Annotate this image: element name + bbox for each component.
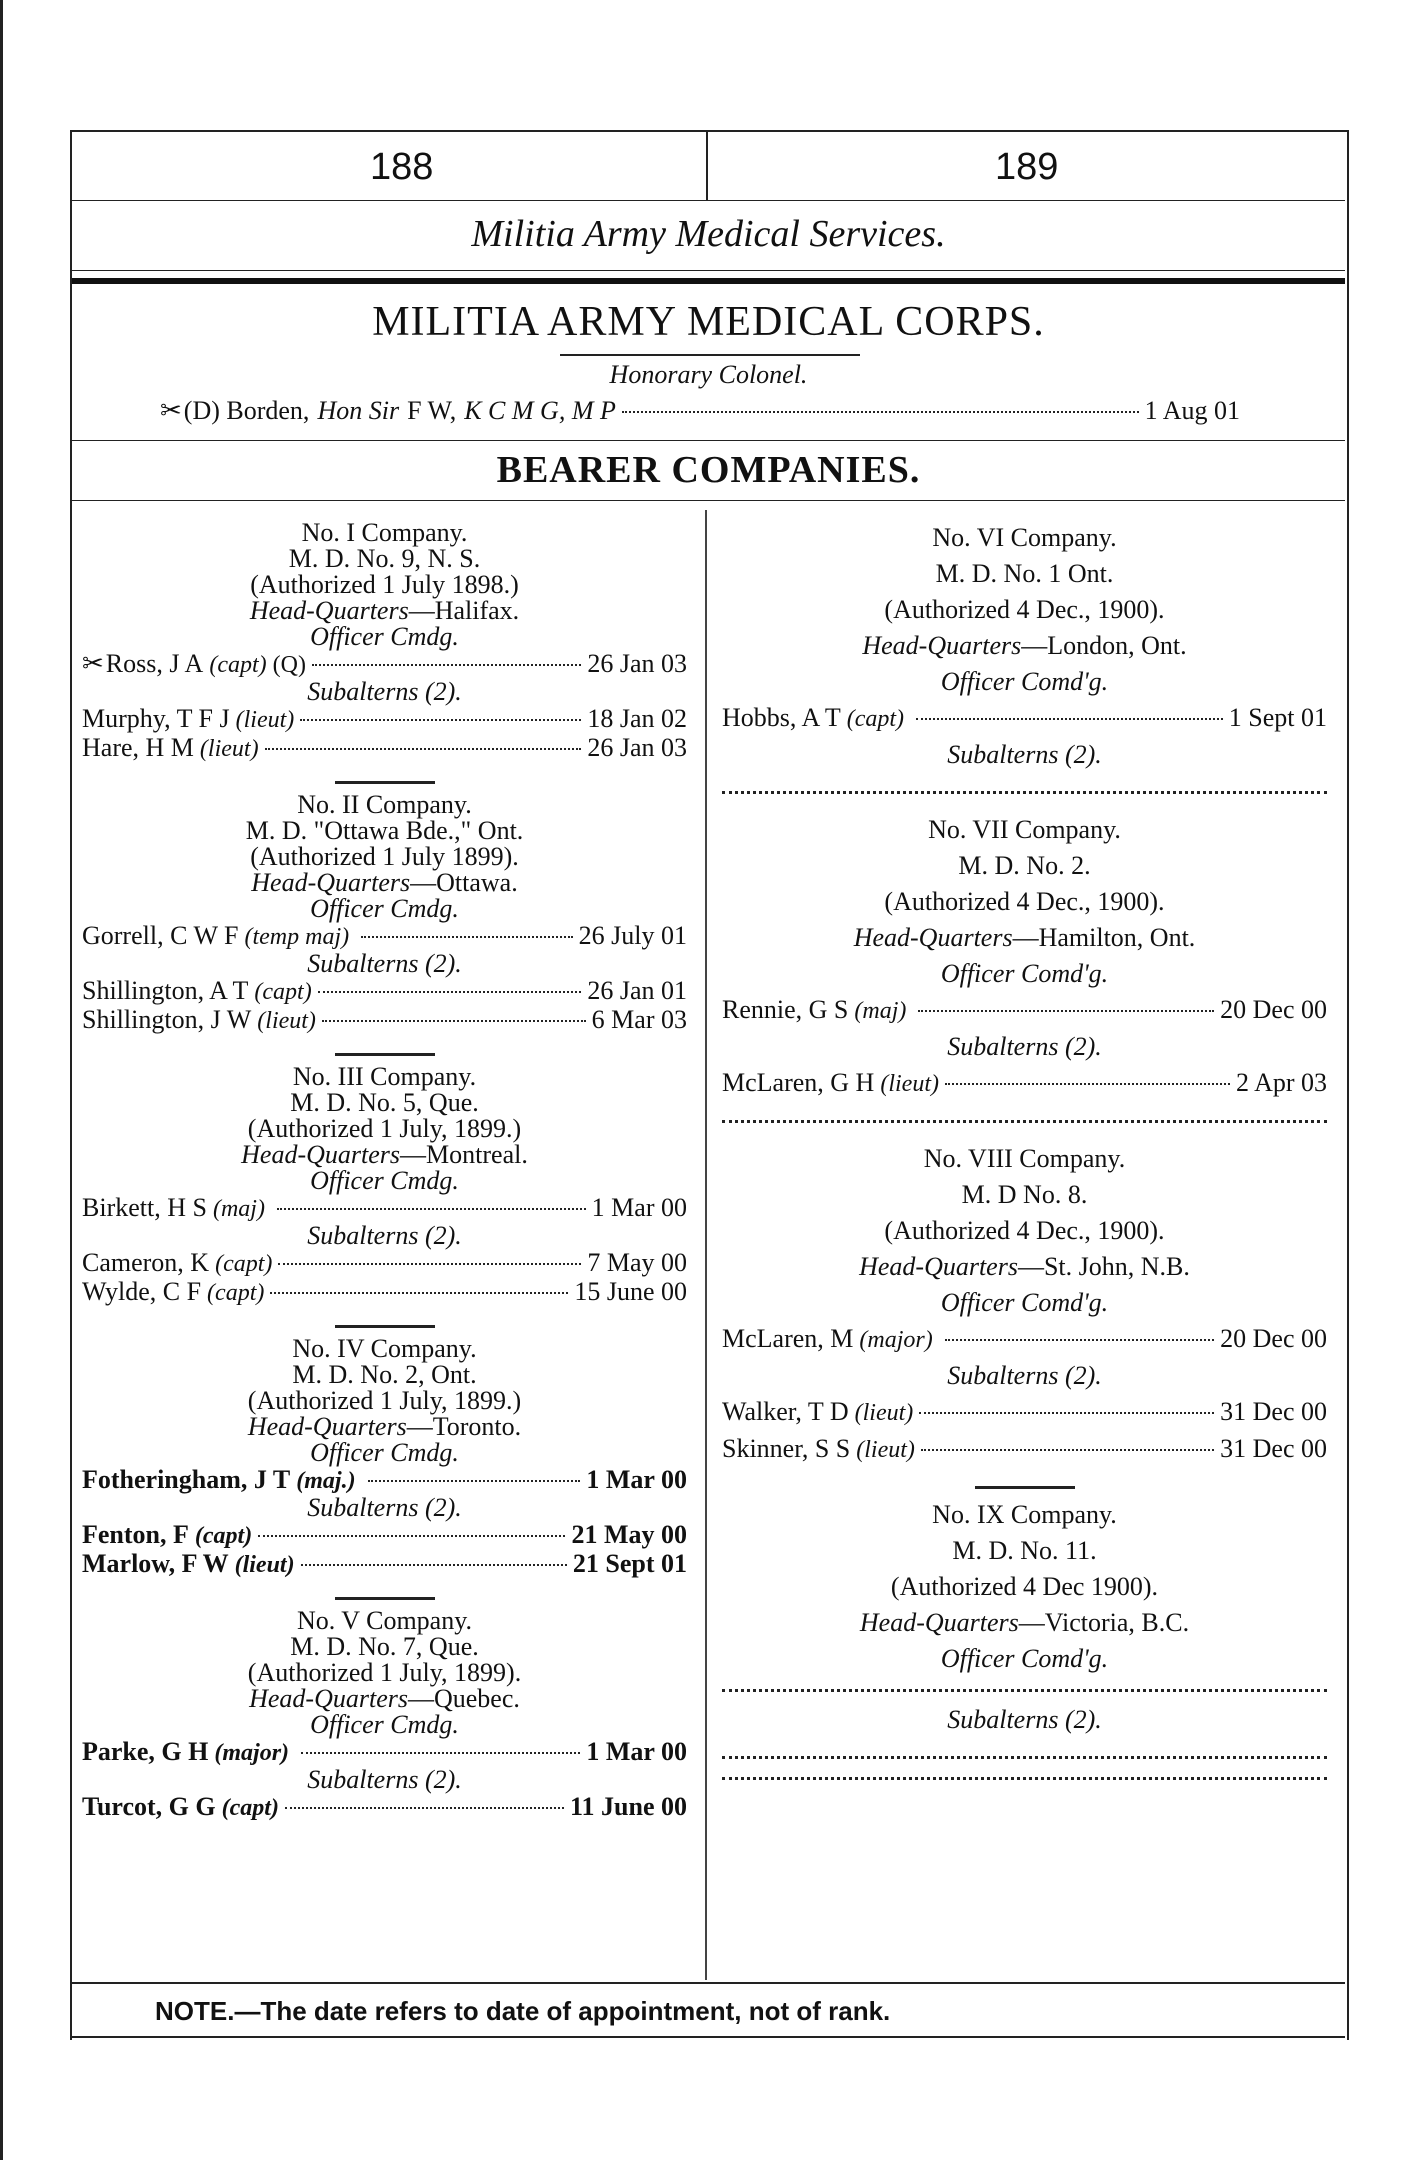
company-block — [82, 1336, 687, 1579]
subaltern-name: McLaren, G H — [722, 1068, 875, 1097]
title-rule — [72, 270, 1345, 271]
company-separator — [975, 1486, 1075, 1489]
company-line: No. V Company. — [296, 1606, 473, 1635]
company-line: M. D. No. 2. — [958, 851, 1091, 880]
company-line: M. D. No. 2, Ont. — [292, 1360, 477, 1389]
subaltern-date: 26 Jan 01 — [587, 976, 687, 1005]
scissors-icon: ✂ — [160, 396, 182, 425]
subaltern-entry — [722, 1431, 1327, 1468]
company-separator — [335, 1053, 435, 1056]
headquarters-place: —Halifax. — [408, 596, 520, 625]
company-line: M. D. No. 5, Que. — [290, 1088, 479, 1117]
headquarters-place: —Ottawa. — [410, 868, 518, 897]
scan-edge — [0, 0, 3, 2160]
company-separator — [335, 781, 435, 784]
company-line: No. II Company. — [297, 790, 472, 819]
company-line: (Authorized 1 July 1898.) — [250, 570, 519, 599]
leader-dots — [921, 1449, 1214, 1451]
headquarters-place: —Hamilton, Ont. — [1012, 923, 1196, 952]
subaltern-rank: (lieut) — [854, 1400, 914, 1426]
officer-rank: (temp maj) — [244, 924, 350, 950]
officer-name: Parke, G H — [82, 1737, 209, 1766]
subaltern-rank: (lieut) — [257, 1008, 316, 1034]
company-line: (Authorized 4 Dec., 1900). — [884, 887, 1165, 916]
header-divider — [706, 130, 708, 200]
company-block — [82, 1064, 687, 1307]
footer-rule — [72, 1982, 1345, 1984]
subaltern-name: Skinner, S S — [722, 1434, 851, 1463]
right-column — [722, 520, 1327, 1798]
subaltern-name: Shillington, A T — [82, 976, 249, 1005]
leader-dots — [361, 936, 573, 938]
officer-heading: Officer Cmdg. — [310, 1438, 459, 1467]
headquarters-line — [722, 920, 1327, 956]
subaltern-date: 7 May 00 — [587, 1248, 687, 1277]
headquarters-place: —London, Ont. — [1021, 631, 1187, 660]
honorary-rule — [72, 440, 1345, 441]
officer-heading: Officer Comd'g. — [940, 1288, 1109, 1317]
vacant-officer-line — [722, 1689, 1327, 1692]
officer-entry — [82, 650, 687, 679]
subaltern-entry — [82, 977, 687, 1006]
headquarters-line — [722, 1605, 1327, 1641]
officer-name: McLaren, M — [722, 1324, 854, 1353]
officer-name: Ross, J A — [105, 649, 204, 678]
page-number-left: 188 — [370, 146, 434, 188]
honorary-colonel-entry — [160, 396, 1240, 426]
honorary-name: F W, — [407, 396, 457, 425]
headquarters-place: —Victoria, B.C. — [1018, 1608, 1190, 1637]
footnote: NOTE.—The date refers to date of appointment, not of rank. — [155, 1996, 891, 2026]
headquarters-label: Head-Quarters — [251, 868, 411, 897]
company-block — [722, 1497, 1327, 1780]
company-line: (Authorized 1 July 1899). — [250, 842, 519, 871]
subalterns-heading: Subalterns (2). — [947, 1705, 1102, 1734]
company-line: (Authorized 1 July, 1899). — [247, 1658, 522, 1687]
headquarters-label: Head-Quarters — [247, 1412, 407, 1441]
officer-entry — [82, 1738, 687, 1767]
subaltern-name: Murphy, T F J — [82, 704, 230, 733]
company-line: M. D. No. 9, N. S. — [288, 544, 481, 573]
officer-date: 20 Dec 00 — [1220, 1324, 1327, 1353]
headquarters-line — [82, 1142, 687, 1168]
company-line: M. D. No. 11. — [952, 1536, 1097, 1565]
officer-heading: Officer Cmdg. — [310, 622, 459, 651]
honorary-colonel-heading: Honorary Colonel. — [609, 360, 808, 389]
leader-dots — [945, 1339, 1214, 1341]
leader-dots — [277, 1208, 586, 1210]
scissors-icon: ✂ — [82, 649, 104, 678]
company-block — [722, 520, 1327, 794]
honorary-prefix: (D) Borden, — [183, 396, 310, 425]
subaltern-name: Walker, T D — [722, 1397, 849, 1426]
company-line: (Authorized 4 Dec., 1900). — [884, 595, 1165, 624]
leader-dots — [312, 664, 581, 666]
headquarters-line — [82, 870, 687, 896]
headquarters-place: —Toronto. — [406, 1412, 522, 1441]
subalterns-heading: Subalterns (2). — [947, 1032, 1102, 1061]
company-line: No. VIII Company. — [923, 1144, 1126, 1173]
subaltern-date: 11 June 00 — [569, 1792, 687, 1821]
subaltern-entry — [82, 1249, 687, 1278]
corps-title: MILITIA ARMY MEDICAL CORPS. — [372, 299, 1045, 345]
company-separator — [335, 1597, 435, 1600]
leader-dots — [301, 1564, 567, 1566]
bearer-companies-title: BEARER COMPANIES. — [496, 449, 921, 491]
officer-heading: Officer Cmdg. — [310, 1710, 459, 1739]
leader-dots — [318, 991, 582, 993]
leader-dots — [270, 1292, 568, 1294]
officer-heading: Officer Comd'g. — [940, 959, 1109, 988]
header-rule — [72, 200, 1345, 201]
subaltern-rank: (lieut) — [856, 1437, 915, 1463]
honorary-date: 1 Aug 01 — [1144, 396, 1240, 425]
subaltern-date: 26 Jan 03 — [587, 733, 687, 762]
company-line: M. D No. 8. — [961, 1180, 1088, 1209]
officer-rank: (major) — [859, 1327, 933, 1353]
headquarters-line — [722, 628, 1327, 664]
leader-dots — [278, 1263, 581, 1265]
subaltern-rank: (lieut) — [880, 1071, 939, 1097]
officer-date: 26 July 01 — [578, 921, 687, 950]
leader-dots — [368, 1480, 581, 1482]
headquarters-line — [82, 1686, 687, 1712]
subalterns-heading: Subalterns (2). — [947, 1361, 1102, 1390]
company-line: No. IV Company. — [292, 1334, 477, 1363]
subalterns-heading: Subalterns (2). — [307, 1493, 462, 1522]
company-line: M. D. No. 1 Ont. — [935, 559, 1114, 588]
subaltern-name: Turcot, G G — [82, 1792, 216, 1821]
company-line: (Authorized 1 July, 1899.) — [247, 1386, 522, 1415]
subaltern-name: Wylde, C F — [82, 1277, 202, 1306]
page-header — [70, 130, 1347, 200]
leader-dots — [258, 1535, 565, 1537]
company-line: No. III Company. — [292, 1062, 477, 1091]
bottom-rule — [72, 2036, 1345, 2038]
subalterns-heading: Subalterns (2). — [307, 1765, 462, 1794]
subaltern-entry — [82, 734, 687, 763]
company-line: M. D. "Ottawa Bde.," Ont. — [245, 816, 524, 845]
officer-name: Rennie, G S — [722, 995, 849, 1024]
officer-name: Hobbs, A T — [722, 703, 841, 732]
page-number-right: 189 — [995, 146, 1059, 188]
subaltern-entry — [82, 1550, 687, 1579]
leader-dots — [300, 719, 581, 721]
leader-dots — [916, 718, 1223, 720]
subaltern-name: Marlow, F W — [82, 1549, 229, 1578]
vacant-subaltern-line — [722, 791, 1327, 794]
subalterns-heading: Subalterns (2). — [307, 1221, 462, 1250]
officer-rank: (maj) — [854, 998, 907, 1024]
column-divider — [705, 510, 707, 1980]
officer-entry — [722, 700, 1327, 737]
headquarters-label: Head-Quarters — [241, 1140, 401, 1169]
officer-date: 26 Jan 03 — [587, 649, 687, 678]
leader-dots — [265, 748, 582, 750]
vacant-subaltern-line — [722, 1120, 1327, 1123]
leader-dots — [301, 1752, 580, 1754]
company-line: No. VI Company. — [932, 523, 1117, 552]
corps-underline — [560, 354, 860, 356]
subaltern-name: Hare, H M — [82, 733, 194, 762]
officer-rank: (capt) — [209, 652, 267, 678]
company-line: (Authorized 4 Dec., 1900). — [884, 1216, 1165, 1245]
officer-rank: (maj) — [212, 1196, 265, 1222]
company-separator — [335, 1325, 435, 1328]
subaltern-rank: (lieut) — [234, 1552, 295, 1578]
subaltern-name: Fenton, F — [82, 1520, 189, 1549]
company-line: No. VII Company. — [928, 815, 1121, 844]
left-column — [82, 520, 687, 1840]
headquarters-label: Head-Quarters — [859, 1608, 1019, 1637]
leader-dots — [622, 411, 1139, 413]
subaltern-date: 15 June 00 — [574, 1277, 687, 1306]
headquarters-line — [722, 1249, 1327, 1285]
officer-date: 1 Mar 00 — [591, 1193, 687, 1222]
leader-dots — [945, 1083, 1230, 1085]
company-line: No. IX Company. — [932, 1500, 1117, 1529]
subaltern-date: 21 May 00 — [571, 1520, 687, 1549]
leader-dots — [322, 1020, 586, 1022]
company-line: No. I Company. — [301, 518, 468, 547]
headquarters-place: —Quebec. — [407, 1684, 520, 1713]
officer-heading: Officer Cmdg. — [310, 1166, 459, 1195]
subaltern-entry — [722, 1065, 1327, 1102]
honorary-title: Hon Sir — [317, 396, 400, 425]
subalterns-heading: Subalterns (2). — [307, 949, 462, 978]
subaltern-entry — [722, 1394, 1327, 1431]
vacant-subaltern-line — [722, 1756, 1327, 1759]
subaltern-entry — [82, 1006, 687, 1035]
officer-entry — [82, 1194, 687, 1223]
subaltern-entry — [82, 1793, 687, 1822]
officer-entry — [722, 992, 1327, 1029]
subaltern-rank: (capt) — [254, 979, 312, 1005]
officer-entry — [82, 1466, 687, 1495]
officer-entry — [722, 1321, 1327, 1358]
officer-rank: (major) — [214, 1740, 290, 1766]
leader-dots — [285, 1807, 564, 1809]
subaltern-rank: (capt) — [194, 1523, 253, 1549]
headquarters-label: Head-Quarters — [853, 923, 1013, 952]
headquarters-label: Head-Quarters — [249, 596, 409, 625]
company-block — [82, 520, 687, 763]
officer-heading: Officer Comd'g. — [940, 667, 1109, 696]
subaltern-name: Shillington, J W — [82, 1005, 252, 1034]
subaltern-date: 21 Sept 01 — [572, 1549, 687, 1578]
subaltern-date: 6 Mar 03 — [591, 1005, 687, 1034]
officer-name: Fotheringham, J T — [82, 1465, 291, 1494]
subaltern-name: Cameron, K — [82, 1248, 210, 1277]
subaltern-date: 2 Apr 03 — [1236, 1068, 1327, 1097]
officer-name: Gorrell, C W F — [82, 921, 239, 950]
company-block — [82, 1608, 687, 1822]
honorary-honours: K C M G, M P — [464, 396, 616, 425]
officer-rank: (maj.) — [296, 1468, 356, 1494]
officer-date: 1 Mar 00 — [586, 1737, 687, 1766]
company-block — [722, 812, 1327, 1123]
subaltern-entry — [82, 1521, 687, 1550]
subaltern-rank: (lieut) — [235, 707, 295, 733]
subaltern-entry — [82, 705, 687, 734]
headquarters-label: Head-Quarters — [859, 1252, 1018, 1281]
headquarters-place: —St. John, N.B. — [1017, 1252, 1190, 1281]
subaltern-rank: (lieut) — [199, 736, 259, 762]
company-line: (Authorized 1 July, 1899.) — [247, 1114, 522, 1143]
officer-extra: (Q) — [272, 652, 306, 678]
officer-heading: Officer Cmdg. — [310, 894, 459, 923]
officer-rank: (capt) — [846, 706, 905, 732]
running-title: Militia Army Medical Services. — [471, 213, 946, 255]
thick-rule — [72, 278, 1345, 284]
headquarters-label: Head-Quarters — [249, 1684, 408, 1713]
bearer-rule — [72, 500, 1345, 501]
officer-date: 1 Sept 01 — [1228, 703, 1327, 732]
officer-entry — [82, 922, 687, 951]
officer-date: 1 Mar 00 — [586, 1465, 687, 1494]
company-line: (Authorized 4 Dec 1900). — [890, 1572, 1159, 1601]
subaltern-date: 31 Dec 00 — [1220, 1434, 1327, 1463]
company-block — [82, 792, 687, 1035]
headquarters-label: Head-Quarters — [862, 631, 1022, 660]
leader-dots — [918, 1010, 1214, 1012]
subalterns-heading: Subalterns (2). — [947, 740, 1102, 769]
leader-dots — [919, 1412, 1214, 1414]
subaltern-rank: (capt) — [221, 1795, 279, 1821]
subaltern-rank: (capt) — [207, 1280, 265, 1306]
officer-date: 20 Dec 00 — [1220, 995, 1327, 1024]
subaltern-rank: (capt) — [215, 1251, 273, 1277]
headquarters-place: —Montreal. — [400, 1140, 528, 1169]
company-block — [722, 1141, 1327, 1468]
subaltern-entry — [82, 1278, 687, 1307]
subaltern-date: 31 Dec 00 — [1220, 1397, 1327, 1426]
officer-name: Birkett, H S — [82, 1193, 207, 1222]
headquarters-line — [82, 598, 687, 624]
company-line: M. D. No. 7, Que. — [290, 1632, 479, 1661]
subalterns-heading: Subalterns (2). — [307, 677, 462, 706]
subaltern-date: 18 Jan 02 — [587, 704, 687, 733]
vacant-subaltern-line — [722, 1777, 1327, 1780]
headquarters-line — [82, 1414, 687, 1440]
officer-heading: Officer Comd'g. — [940, 1644, 1109, 1673]
